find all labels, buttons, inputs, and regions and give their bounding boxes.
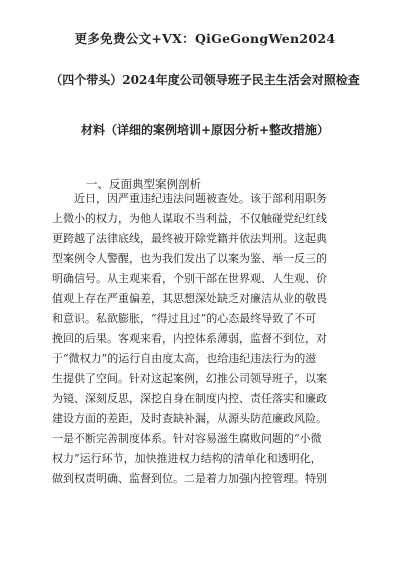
body-line: 为镜、深刻反思，深挖自身在制度内控、责任落实和廉政 xyxy=(52,392,327,405)
body-line: 上微小的权力，为他人谋取不当利益，不仅触碰党纪红线 xyxy=(52,212,327,225)
body-line: 于“微权力”的运行自由度太高，也给违纪违法行为的滋 xyxy=(52,352,317,365)
body-line: 明确信号。从主观来看，个别干部在世界观、人生观、价 xyxy=(52,272,327,285)
section-heading: 一、反面典型案例剖析 xyxy=(86,177,201,191)
body-line: 型案例令人警醒，也为我们发出了以案为鉴、举一反三的 xyxy=(52,252,327,265)
body-line: 挽回的后果。客观来看，内控体系薄弱，监督不到位，对 xyxy=(52,332,327,345)
body-line: 和意识。私欲膨胀，“得过且过”的心态最终导致了不可 xyxy=(52,312,317,325)
document-title-line-1: （四个带头）2024年度公司领导班子民主生活会对照检查 xyxy=(50,73,360,87)
body-line: 近日，因严重违纪违法问题被查处。该于部利用职务 xyxy=(74,192,327,205)
body-line: 值观上存在严重偏差，其思想深处缺乏对廉洁从业的敬畏 xyxy=(52,292,327,305)
body-line: 一是不断完善制度体系。针对容易滋生腐败问题的“小微 xyxy=(52,432,322,445)
body-line: 做到权责明确、监督到位。二是着力加强内控管理。特别 xyxy=(52,472,327,485)
body-paragraph xyxy=(52,189,364,489)
body-line: 生提供了空间。针对这起案例，幻推公司领导班子，以案 xyxy=(52,372,327,385)
body-line: 更跨越了法律底线，最终被开除党籍并依法判刑。这起典 xyxy=(52,232,327,245)
body-line: 建设方面的差距，及时查缺补漏，从源头防范廉政风险。 xyxy=(52,412,327,425)
watermark-header: 更多免费公文+VX：QiGeGongWen2024 xyxy=(74,31,336,46)
document-title-line-2: 材料（详细的案例培训+原因分析+整改措施） xyxy=(80,123,330,137)
body-line: 权力”运行环节，加快推进权力结构的清单化和透明化， xyxy=(52,452,322,465)
